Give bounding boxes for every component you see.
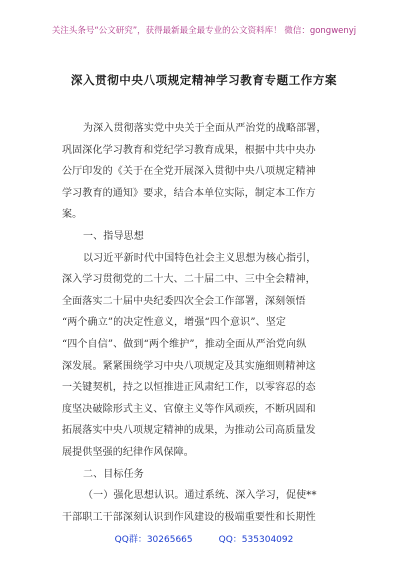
footer-contact [0, 532, 408, 545]
body-line: （一）强化思想认识。通过系统、深入学习，促使** [83, 490, 317, 502]
body-line: 展提供坚强的纪律作风保障。 [62, 446, 194, 458]
footer-qq-group: QQ群：30265665 [114, 535, 193, 545]
body-line: 以习近平新时代中国特色社会主义思想为核心指引， [83, 252, 317, 264]
header-banner: 关注头条号“公文研究”，获得最新最全最专业的公文资料库！ 微信：gongwenyj [51, 26, 357, 36]
body-line: 深发展。紧紧围绕学习中央八项规定及其实施细则精神这 [62, 360, 316, 372]
body-line: 公厅印发的《关于在全党开展深入贯彻中央八项规定精神 [62, 166, 316, 178]
document-body [62, 118, 350, 528]
body-line: 巩固深化学习教育和党纪学习教育成果，根据中共中央办 [62, 144, 316, 156]
body-line: 案。 [62, 209, 83, 221]
body-line: 全面落实二十届中央纪委四次全会工作部署，深刻领悟 [62, 295, 306, 307]
body-line: 干部职工干部深刻认识到作风建设的极端重要性和长期性 [62, 511, 316, 523]
section-heading: 一、指导思想 [83, 230, 144, 242]
body-line: 拓展落实中央八项规定精神的成果，为推动公司高质量发 [62, 425, 316, 437]
section-heading: 二、目标任务 [83, 468, 144, 480]
body-line: 学习教育的通知》要求，结合本单位实际，制定本工作方 [62, 187, 316, 199]
body-line: “两个确立”的决定性意义，增强“四个意识”、坚定 [62, 317, 287, 329]
footer-qq: QQ：535304092 [218, 535, 294, 545]
body-line: 为深入贯彻落实党中央关于全面从严治党的战略部署， [83, 123, 327, 134]
body-line: 深入学习贯彻党的二十大、二十届二中、三中全会精神， [62, 274, 316, 286]
body-line: 一关键契机，持之以恒推进正风肃纪工作，以零容忍的态 [62, 382, 316, 394]
document-title: 深入贯彻中央八项规定精神学习教育专题工作方案 [70, 73, 338, 87]
body-line: “四个自信”、做到“两个维护”，推动全面从严治党向纵 [62, 338, 307, 350]
body-line: 度坚决破除形式主义、官僚主义等作风顽疾，不断巩固和 [62, 403, 316, 415]
